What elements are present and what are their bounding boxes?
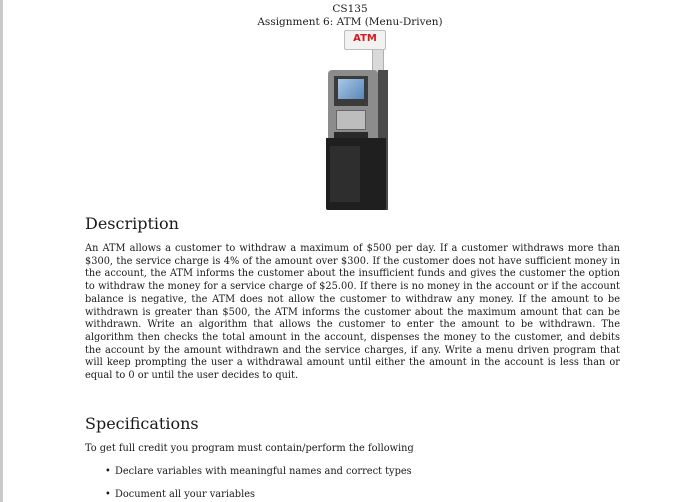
spec-bullet-text: Document all your variables	[115, 489, 256, 500]
atm-sign	[344, 30, 386, 50]
atm-illustration	[306, 28, 396, 208]
specifications-heading: Specifications	[85, 414, 199, 433]
atm-sign-text: ATM	[353, 33, 377, 44]
bullet-dot-icon: •	[105, 489, 111, 500]
spec-bullet-item	[105, 466, 412, 477]
page-left-border	[0, 0, 3, 502]
description-paragraph: An ATM allows a customer to withdraw a maximum of $500 per day. If a customer withdraws more than $300, the service charge is 4% of the amount over $300. If the customer does not have sufficient money in the account, the ATM informs the customer about the insufficient funds and gives the customer the option to withdraw the money for a service charge of $25.00. If there is no money in the account or if the account balance is negative, the ATM does not allow the customer to withdraw any money. If the amount to be withdrawn is greater than $500, the ATM informs the customer about the maximum amount that can be withdrawn. Write an algorithm that allows the customer to enter the amount to be withdrawn. The algorithm then checks the total amount in the account, dispenses the money to the customer, and debits the account by the amount withdrawn and the service charges, if any. Write a menu driven program that will keep prompting the user a withdrawal amount until either the amount in the account is less than or equal to 0 or until the user decides to quit.	[85, 243, 620, 382]
atm-screen	[338, 79, 364, 99]
course-code: CS135	[332, 3, 368, 15]
atm-cabinet-front	[330, 146, 360, 202]
specifications-intro: To get full credit you program must contain/perform the following	[85, 443, 414, 454]
spec-bullet-text: Declare variables with meaningful names and correct types	[115, 466, 412, 477]
assignment-title: Assignment 6: ATM (Menu-Driven)	[257, 16, 443, 28]
spec-bullet-item	[105, 489, 255, 500]
atm-keypad	[336, 110, 366, 130]
description-heading: Description	[85, 214, 179, 233]
bullet-dot-icon: •	[105, 466, 111, 477]
